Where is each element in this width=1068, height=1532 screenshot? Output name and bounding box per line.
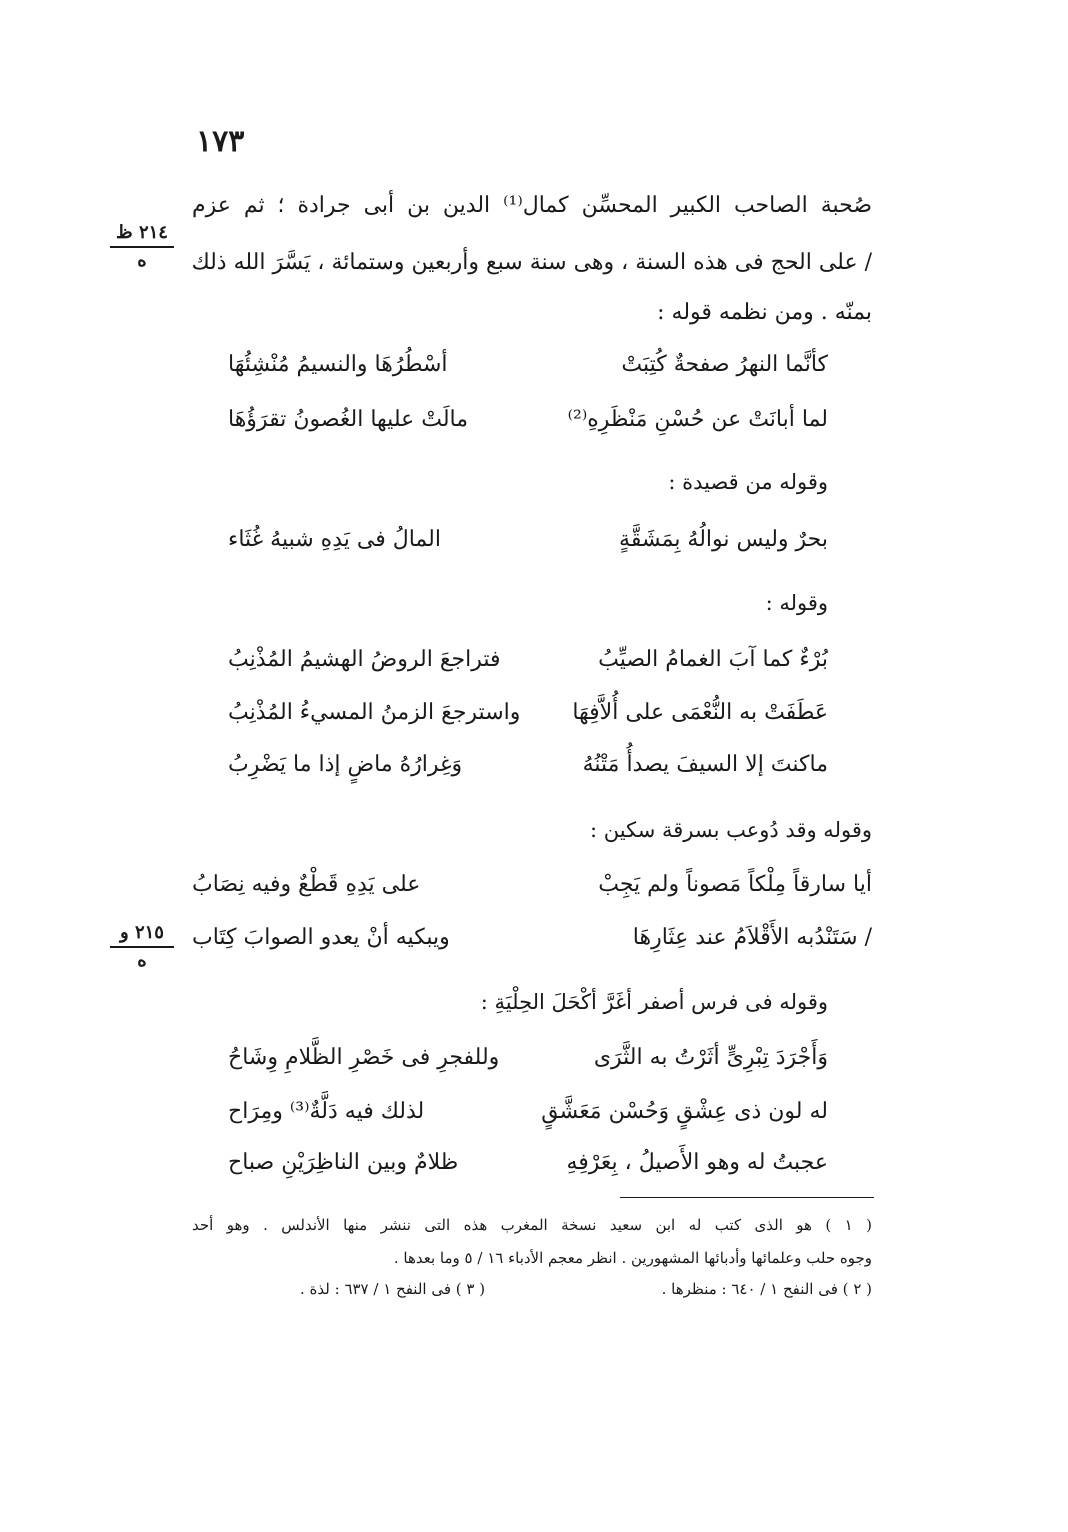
first-hemistich: / سَتَنْدُبه الأَقْلاَمُ عند عِثَارِهَا: [632, 925, 872, 950]
second-hemistich: ظلامٌ وبين الناظِرَيْنِ صباح: [228, 1150, 459, 1175]
margin-folio-note: [110, 220, 174, 274]
verse-line: [192, 865, 872, 905]
verse-introduction: وقوله من قصيدة :: [668, 470, 828, 494]
first-hemistich: ماكنتَ إلا السيفَ يصدأُ مَتْنُهُ: [582, 752, 828, 777]
verse-line: [228, 1143, 828, 1183]
second-hemistich: المالُ فى يَدِهِ شبيهُ غُثَاء: [228, 527, 441, 552]
prose-line: صُحبة الصاحب الكبير المحسِّن كمال⁽¹⁾ الدين بن أبى جرادة ؛ ثم عزم: [192, 193, 873, 218]
verse-line: [228, 345, 828, 385]
verse-introduction: وقوله :: [765, 591, 828, 615]
first-hemistich: بحرٌ وليس نوالُهُ بِمَشَقَّةٍ: [619, 527, 828, 552]
margin-folio-number: ٢١٤ ظ: [110, 220, 174, 248]
second-hemistich: واسترجعَ الزمنُ المسيءُ المُذْنِبُ: [228, 700, 521, 725]
first-hemistich: وَأَجْرَدَ تِبْرِىٍّ أثَرْتُ به الثَّرَى: [593, 1045, 828, 1070]
margin-folio-sign: ه: [137, 950, 147, 971]
first-hemistich: كأنَّما النهرُ صفحةٌ كُتِبَتْ: [621, 352, 828, 377]
verse-line: [228, 1092, 828, 1132]
second-hemistich: وَغِرارُهُ ماضٍ إذا ما يَضْرِبُ: [228, 752, 463, 777]
second-hemistich: مالَتْ عليها الغُصونُ تقرَؤُهَا: [228, 407, 469, 432]
verse-introduction: وقوله وقد دُوعب بسرقة سكين :: [590, 818, 872, 842]
first-hemistich: له لون ذى عِشْقٍ وَحُسْن مَعَشَّقٍ: [541, 1099, 828, 1124]
margin-folio-number: ٢١٥ و: [110, 920, 174, 948]
verse-line: [228, 400, 828, 440]
verse-line: [228, 745, 828, 785]
verse-line: [228, 693, 828, 733]
verse-line: [228, 1038, 828, 1078]
second-hemistich: فتراجعَ الروضُ الهشيمُ المُذْنِبُ: [228, 647, 501, 672]
margin-folio-note: [110, 920, 174, 974]
second-hemistich: لذلك فيه دَلَّةٌ⁽³⁾ ومِرَاح: [228, 1099, 425, 1124]
footnote-line: ( ٢ ) فى النفح ١ / ٦٤٠ : منظرها .: [661, 1280, 872, 1298]
second-hemistich: أسْطُرُهَا والنسيمُ مُنْشِئُهَا: [228, 352, 448, 377]
verse-line: [228, 640, 828, 680]
second-hemistich: على يَدِهِ قَطْعٌ وفيه نِصَابُ: [192, 872, 421, 897]
first-hemistich: لما أبانَتْ عن حُسْنِ مَنْظَرِهِ⁽²⁾: [567, 407, 828, 432]
footnote-line: ( ١ ) هو الذى كتب له ابن سعيد نسخة المغرب هذه التى ننشر منها الأندلس . وهو أحد: [192, 1216, 872, 1234]
verse-line: [192, 918, 872, 958]
second-hemistich: ويبكيه أنْ يعدو الصوابَ كِتَاب: [192, 925, 450, 950]
margin-folio-sign: ه: [137, 250, 147, 271]
prose-line: بمنّه . ومن نظمه قوله :: [657, 300, 872, 325]
verse-line: [228, 520, 828, 560]
footnote-separator: [620, 1197, 874, 1198]
footnote-line: ( ٣ ) فى النفح ١ / ٦٣٧ : لذة .: [300, 1280, 486, 1298]
first-hemistich: أيا سارقاً مِلْكاً مَصوناً ولم يَجِبْ: [598, 872, 872, 897]
prose-line: / على الحج فى هذه السنة ، وهى سنة سبع وأربعين وستمائة ، يَسَّرَ الله ذلك: [191, 250, 872, 275]
first-hemistich: عجبتُ له وهو الأَصيلُ ، بِعَرْفِهِ: [566, 1150, 828, 1175]
second-hemistich: وللفجرِ فى خَصْرِ الظَّلامِ وِشَاحُ: [228, 1045, 500, 1070]
page-number: ١٧٣: [196, 124, 245, 159]
first-hemistich: عَطَفَتْ به النُّعْمَى على أُلاَّفِهَا: [572, 700, 828, 725]
verse-introduction: وقوله فى فرس أصفر أغَرَّ أكْحَلَ الحِلْيَةِ :: [480, 990, 828, 1014]
first-hemistich: بُرْءٌ كما آبَ الغمامُ الصيِّبُ: [598, 647, 828, 672]
footnote-line: وجوه حلب وعلمائها وأدبائها المشهورين . انظر معجم الأدباء ١٦ / ٥ وما بعدها .: [393, 1249, 872, 1267]
